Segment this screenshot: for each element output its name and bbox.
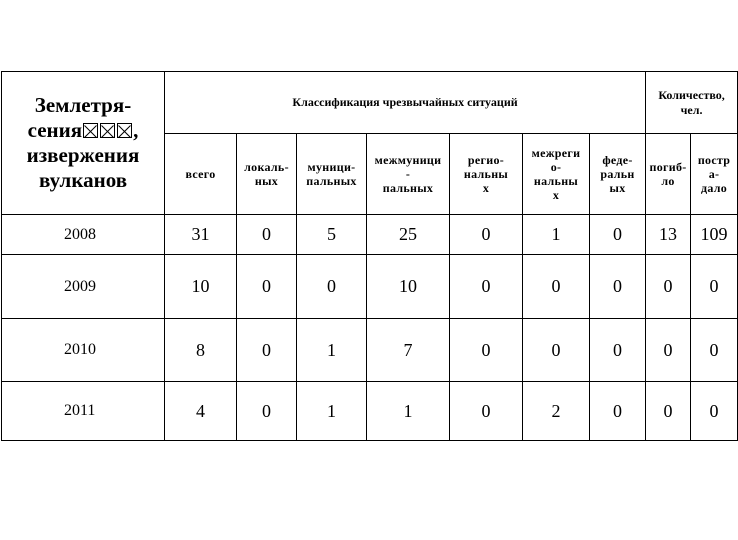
value-cell: 2 [523,382,590,441]
box-x-icon [83,123,98,138]
corner-line-1: Землетря- [34,93,132,117]
table-row [2,215,738,255]
value-cell: 0 [646,255,691,319]
value-cell: 10 [367,255,450,319]
value-cell: 10 [165,255,237,319]
col-header-municipal: муници- пальных [297,134,367,215]
col-header-intermunicipal: межмуници - пальных [367,134,450,215]
value-cell: 0 [237,255,297,319]
quantity-title: Количество, чел. [646,72,738,134]
year-cell: 2008 [2,215,165,255]
value-cell: 109 [691,215,738,255]
value-cell: 0 [590,382,646,441]
col-header-regional: регио- нальны х [450,134,523,215]
col-header-injured: постр а- дало [691,134,738,215]
value-cell: 31 [165,215,237,255]
value-cell: 25 [367,215,450,255]
value-cell: 0 [523,319,590,382]
value-cell: 0 [523,255,590,319]
corner-line-2 [2,118,164,143]
corner-line-2-tail: , [133,118,139,142]
value-cell: 0 [691,255,738,319]
box-x-icon [100,123,115,138]
table-row [2,319,738,382]
value-cell: 0 [237,215,297,255]
value-cell: 1 [367,382,450,441]
box-x-icon [117,123,132,138]
year-cell: 2010 [2,319,165,382]
corner-line-4: вулканов [38,168,128,192]
value-cell: 1 [297,382,367,441]
year-cell: 2009 [2,255,165,319]
col-header-total: всего [165,134,237,215]
value-cell: 0 [450,215,523,255]
value-cell: 0 [450,255,523,319]
col-header-died: погиб- ло [646,134,691,215]
value-cell: 0 [237,382,297,441]
value-cell: 0 [646,319,691,382]
corner-line-3: извержения [26,143,140,167]
year-cell: 2011 [2,382,165,441]
value-cell: 1 [297,319,367,382]
value-cell: 13 [646,215,691,255]
value-cell: 4 [165,382,237,441]
value-cell: 0 [297,255,367,319]
value-cell: 0 [237,319,297,382]
value-cell: 0 [590,255,646,319]
value-cell: 0 [691,319,738,382]
col-header-local: локаль- ных [237,134,297,215]
value-cell: 0 [691,382,738,441]
row-header-cell [2,72,165,215]
value-cell: 5 [297,215,367,255]
value-cell: 0 [450,319,523,382]
corner-line-2-text: сения [27,118,83,142]
value-cell: 0 [590,319,646,382]
table-row [2,382,738,441]
value-cell: 8 [165,319,237,382]
value-cell: 0 [646,382,691,441]
col-header-federal: феде- ральн ых [590,134,646,215]
classification-title: Классификация чрезвычайных ситуаций [165,72,646,134]
value-cell: 0 [450,382,523,441]
table-row [2,255,738,319]
value-cell: 1 [523,215,590,255]
value-cell: 0 [590,215,646,255]
value-cell: 7 [367,319,450,382]
col-header-interregional: межреги о- нальны х [523,134,590,215]
emergency-table [1,71,738,441]
